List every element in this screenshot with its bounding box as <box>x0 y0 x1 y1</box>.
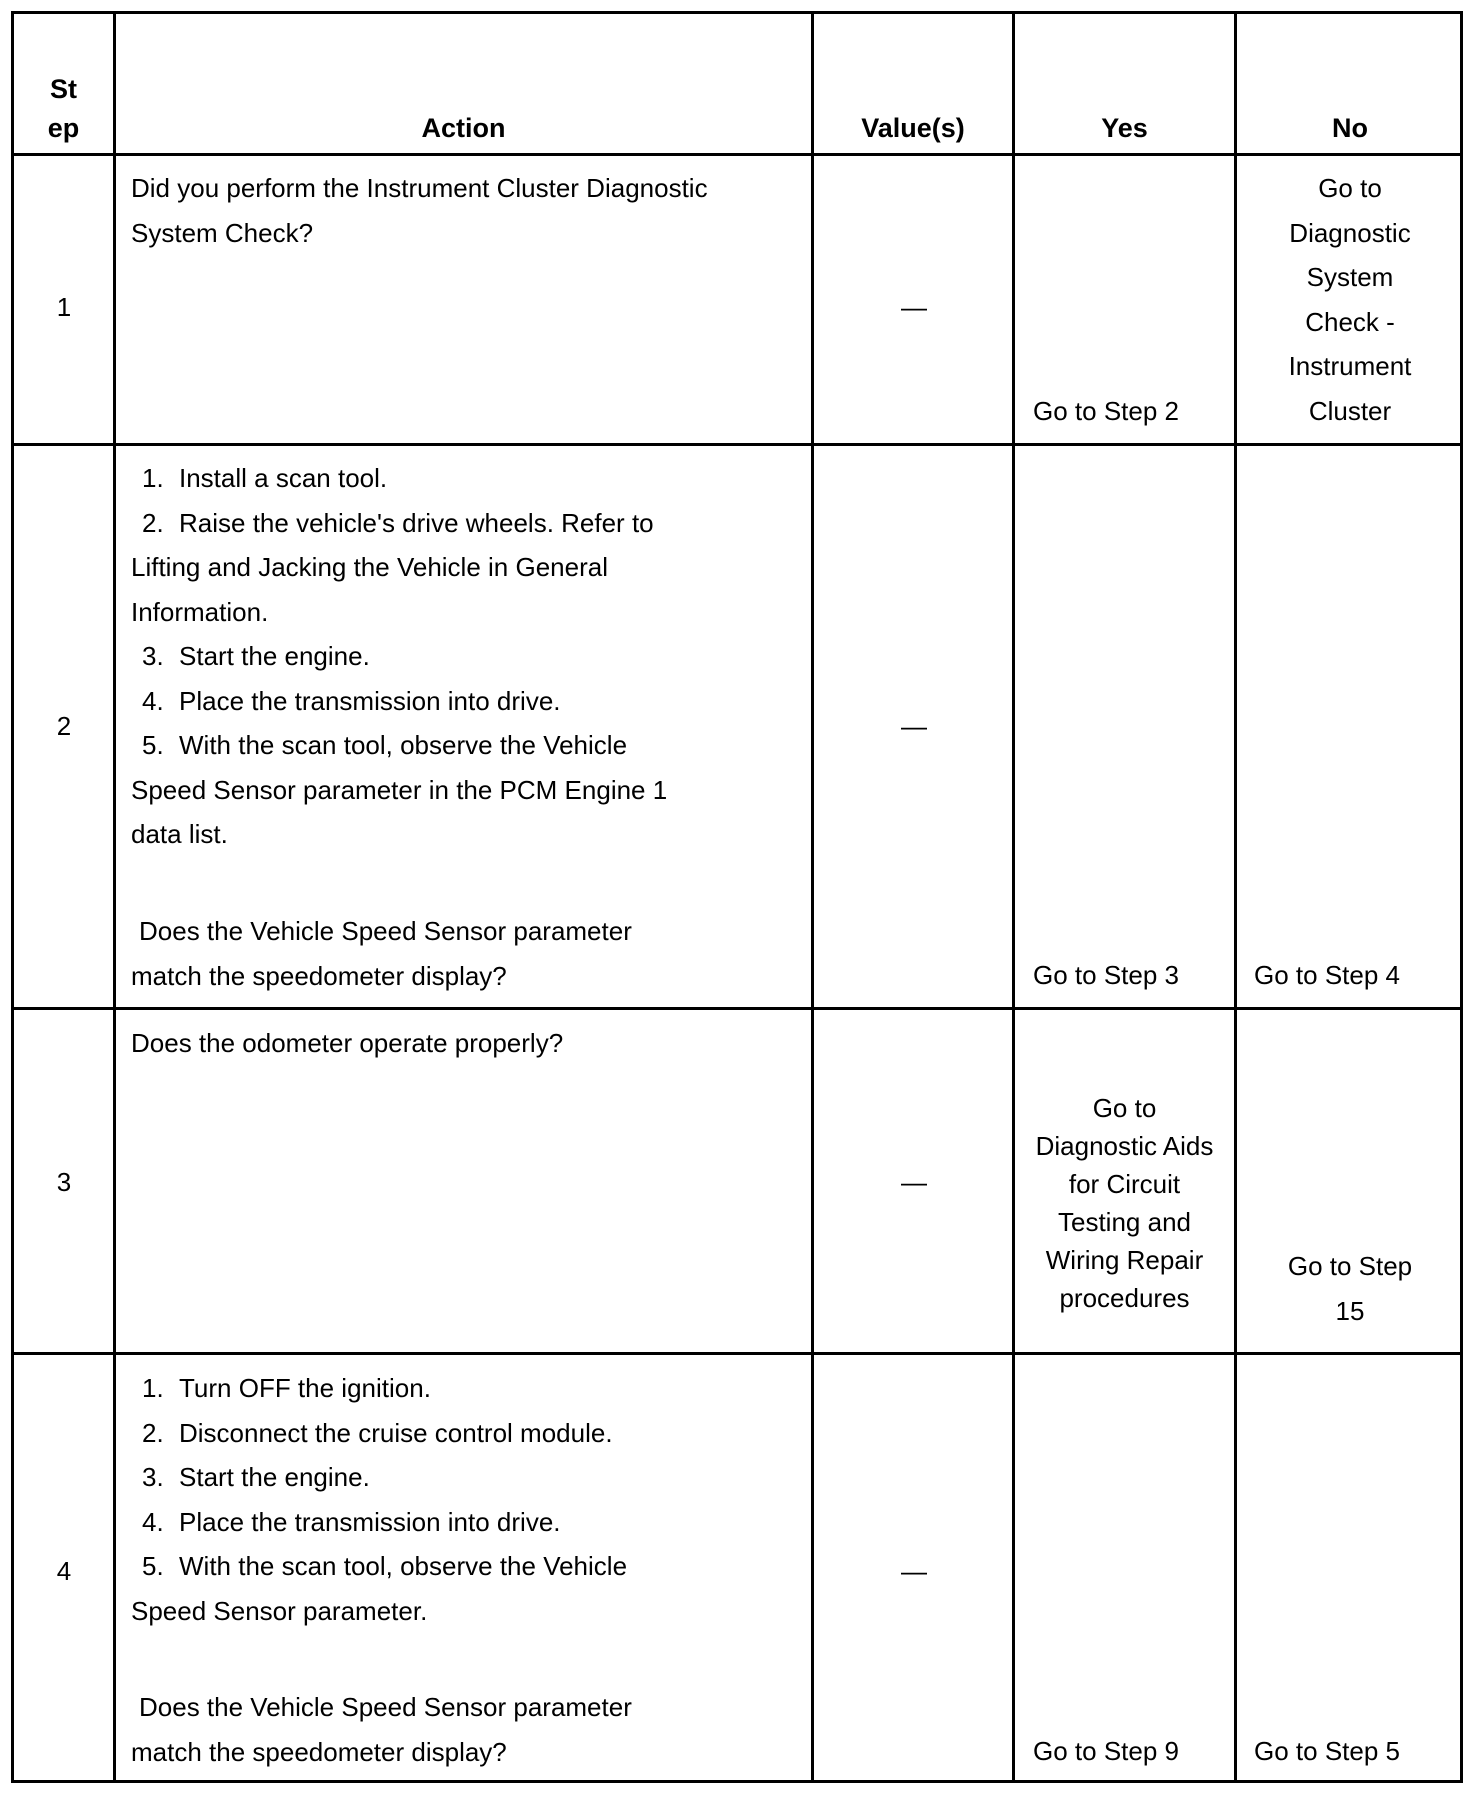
row3-yes-line: for Circuit <box>1068 1169 1181 1199</box>
list-item: 3. Start the engine. <box>142 641 370 671</box>
row3-step: 3 <box>56 1167 72 1197</box>
diagnostic-table <box>11 11 1463 1783</box>
row4-value: — <box>901 1556 927 1586</box>
row3-yes-line: Testing and <box>1058 1207 1191 1237</box>
header-no: No <box>1332 113 1368 143</box>
list-item: 4. Place the transmission into drive. <box>142 685 561 716</box>
row3-yes-line: Go to <box>1092 1093 1157 1123</box>
row1-no-line: Check - <box>1305 306 1395 337</box>
list-item: Speed Sensor parameter in the PCM Engine 1 <box>131 774 668 805</box>
row1-no-line: System <box>1306 262 1394 292</box>
row-divider-2 <box>14 1007 1460 1010</box>
row3-value: — <box>901 1167 927 1197</box>
list-item: 2. Disconnect the cruise control module. <box>142 1417 613 1448</box>
row2-question-line: match the speedometer display? <box>131 960 507 991</box>
list-item: Information. <box>131 596 269 627</box>
row3-yes <box>1015 1089 1234 1317</box>
row4-question-line: match the speedometer display? <box>131 1736 507 1767</box>
row1-action-line: System Check? <box>131 217 314 248</box>
row2-no: Go to Step 4 <box>1254 960 1400 990</box>
row3-yes-line: Diagnostic Aids <box>1035 1131 1214 1161</box>
row4-action <box>131 1366 627 1633</box>
row2-action <box>131 456 667 857</box>
row2-yes: Go to Step 3 <box>1033 960 1179 990</box>
row4-no: Go to Step 5 <box>1254 1736 1400 1766</box>
list-item: Lifting and Jacking the Vehicle in General <box>131 552 608 582</box>
row1-no <box>1237 166 1463 433</box>
row4-yes: Go to Step 9 <box>1033 1736 1179 1766</box>
row1-no-line: Instrument <box>1288 351 1412 381</box>
header-step-line1: St <box>50 74 77 104</box>
list-item: 5. With the scan tool, observe the Vehicle <box>142 730 628 760</box>
header-step <box>14 70 113 148</box>
row1-no-line: Diagnostic <box>1289 217 1411 248</box>
row-divider-1 <box>14 443 1460 446</box>
col-divider-value <box>1012 14 1015 1780</box>
list-item: 4. Place the transmission into drive. <box>142 1506 561 1537</box>
row4-question <box>131 1685 632 1774</box>
row2-question-line: Does the Vehicle Speed Sensor parameter <box>139 916 632 946</box>
row3-action <box>131 1021 563 1066</box>
list-item: 3. Start the engine. <box>142 1462 370 1492</box>
row1-no-line: Cluster <box>1308 395 1392 426</box>
list-item: 1. Turn OFF the ignition. <box>142 1373 431 1403</box>
row4-step: 4 <box>56 1556 72 1586</box>
row1-action <box>131 166 708 255</box>
row1-step: 1 <box>56 292 72 322</box>
row3-yes-line: procedures <box>1059 1283 1190 1313</box>
list-item: 5. With the scan tool, observe the Vehicle <box>142 1551 628 1581</box>
list-item: 2. Raise the vehicle's drive wheels. Refer to <box>142 507 654 538</box>
row1-action-line: Did you perform the Instrument Cluster Diagnostic <box>131 173 708 203</box>
row3-no-line: Go to Step <box>1287 1251 1413 1281</box>
row1-no-line: Go to <box>1318 173 1382 203</box>
row-divider-3 <box>14 1352 1460 1355</box>
row3-no-line: 15 <box>1335 1295 1365 1326</box>
header-values: Value(s) <box>861 113 965 143</box>
list-item: data list. <box>131 819 228 849</box>
row2-step: 2 <box>56 711 72 741</box>
row3-yes-line: Wiring Repair <box>1045 1245 1204 1275</box>
header-action: Action <box>421 113 506 143</box>
header-step-line2: ep <box>47 113 80 143</box>
header-yes: Yes <box>1101 113 1148 143</box>
row1-value: — <box>901 292 927 322</box>
row-divider-header <box>14 153 1460 156</box>
row2-value: — <box>901 711 927 741</box>
col-divider-step <box>113 14 116 1780</box>
list-item: Speed Sensor parameter. <box>131 1595 428 1626</box>
row3-no <box>1237 1244 1463 1333</box>
row2-question <box>131 909 632 998</box>
row2-action-list <box>131 456 667 857</box>
row4-question-line: Does the Vehicle Speed Sensor parameter <box>139 1692 632 1722</box>
row4-action-list <box>131 1366 627 1633</box>
list-item: 1. Install a scan tool. <box>142 463 388 493</box>
row3-action-line: Does the odometer operate properly? <box>131 1028 564 1058</box>
col-divider-action <box>811 14 814 1780</box>
row1-yes: Go to Step 2 <box>1033 396 1179 426</box>
